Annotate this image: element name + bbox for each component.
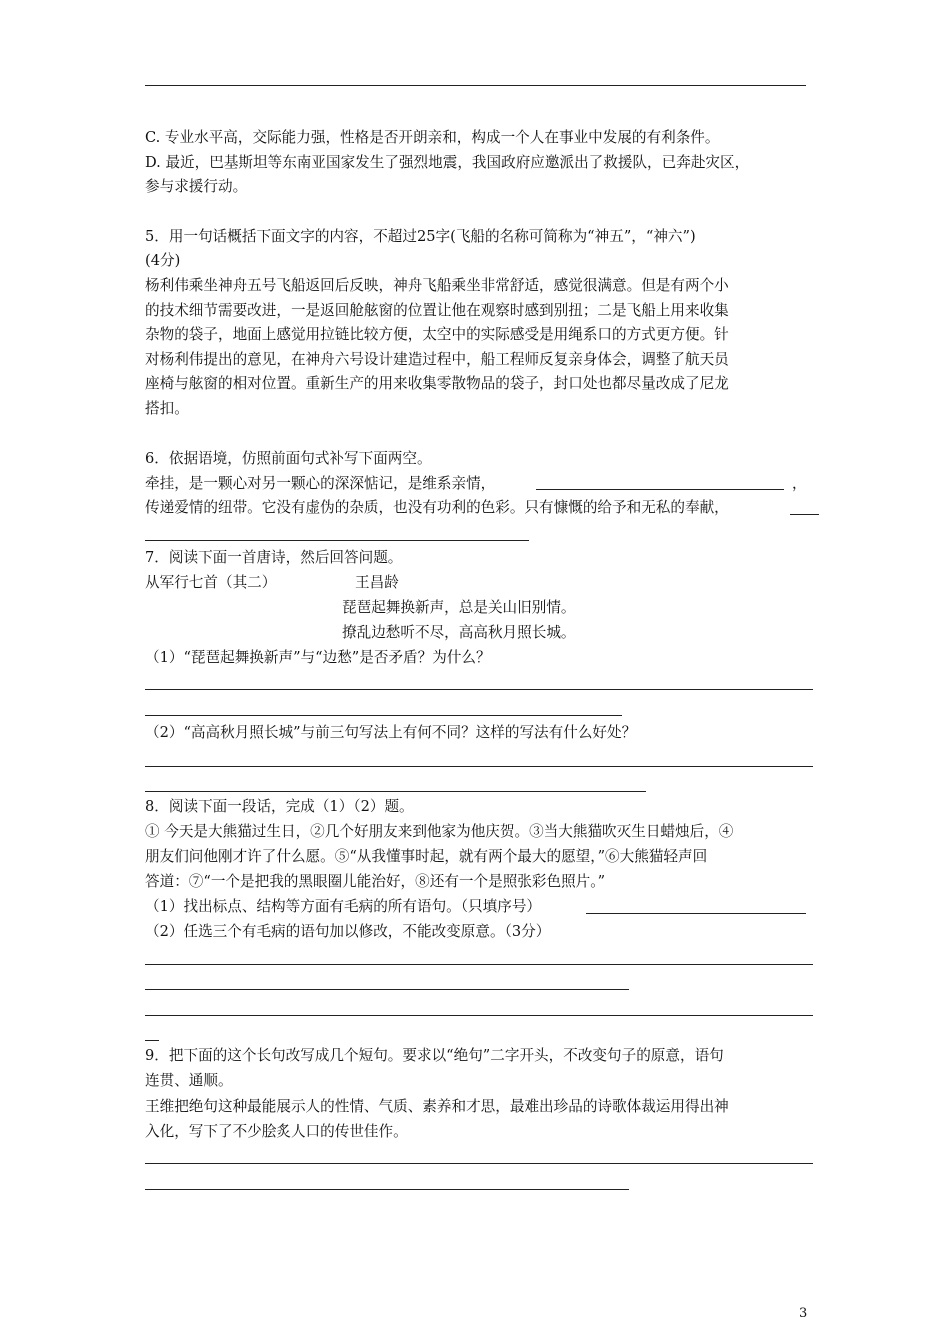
q8-text-line: 答道：⑦“一个是把我的黑眼圈儿能治好，⑧还有一个是照张彩色照片。”	[145, 873, 606, 890]
q7-sub1: （1）“琵琶起舞换新声”与“边愁”是否矛盾？为什么？	[145, 649, 491, 666]
answer-line[interactable]	[145, 1189, 629, 1190]
q5-text-line: 的技术细节需要改进，一是返回舱舷窗的位置让他在观察时感到别扭；二是飞船上用来收集	[145, 302, 729, 319]
page-number: 3	[799, 1306, 808, 1321]
answer-line[interactable]	[145, 791, 646, 792]
fill-blank-2-cont[interactable]	[145, 540, 529, 541]
poem-title: 从军行七首（其二）	[145, 574, 277, 591]
poem-line: 撩乱边愁听不尽，高高秋月照长城。	[342, 624, 576, 641]
answer-line[interactable]	[145, 689, 813, 690]
answer-line[interactable]	[145, 766, 813, 767]
answer-line[interactable]	[145, 964, 813, 965]
q8-text-line: ① 今天是大熊猫过生日，②几个好朋友来到他家为他庆贺。③当大熊猫吹灭生日蜡烛后，④	[145, 823, 734, 840]
fill-blank-q8[interactable]	[586, 913, 806, 914]
q6-comma: ，	[792, 475, 807, 492]
q5-text-line: 对杨利伟提出的意见，在神舟六号设计建造过程中，船工程师反复亲身体会，调整了航天员	[145, 351, 729, 368]
fill-blank-1[interactable]	[536, 489, 784, 490]
q9-prompt-cont: 连贯、通顺。	[145, 1072, 233, 1089]
q8-sub1: （1）找出标点、结构等方面有毛病的所有语句。（只填序号）	[145, 898, 542, 915]
poem-line: 琵琶起舞换新声，总是关山旧别情。	[342, 599, 576, 616]
q9-text-line: 王维把绝句这种最能展示人的性情、气质、素养和才思，最难出珍品的诗歌体裁运用得出神	[145, 1098, 729, 1115]
q5-text-line: 杨利伟乘坐神舟五号飞船返回后反映，神舟飞船乘坐非常舒适，感觉很满意。但是有两个小	[145, 277, 729, 294]
q7-prompt: 7．阅读下面一首唐诗，然后回答问题。	[145, 549, 403, 566]
answer-line[interactable]	[145, 989, 629, 990]
q9-prompt: 9．把下面的这个长句改写成几个短句。要求以“绝句”二字开头，不改变句子的原意，语句	[145, 1047, 724, 1064]
q5-text-line: 座椅与舷窗的相对位置。重新生产的用来收集零散物品的袋子，封口处也都尽量改成了尼龙	[145, 375, 729, 392]
q6-line1: 牵挂，是一颗心对另一颗心的深深惦记，是维系亲情，	[145, 475, 496, 492]
q8-prompt: 8．阅读下面一段话，完成（1）（2）题。	[145, 798, 414, 815]
option-c: C. 专业水平高，交际能力强，性格是否开朗亲和，构成一个人在事业中发展的有利条件。	[145, 129, 720, 146]
answer-line	[145, 85, 806, 86]
answer-line[interactable]	[145, 1040, 159, 1041]
q5-prompt: 5．用一句话概括下面文字的内容，不超过25字(飞船的名称可简称为“神五”，“神六”)	[145, 228, 696, 245]
q6-prompt: 6．依据语境，仿照前面句式补写下面两空。	[145, 450, 432, 467]
option-d-line2: 参与求援行动。	[145, 178, 248, 195]
answer-line[interactable]	[145, 1015, 813, 1016]
answer-line[interactable]	[145, 715, 622, 716]
q9-text-line: 入化，写下了不少脍炙人口的传世佳作。	[145, 1123, 408, 1140]
q8-sub2: （2）任选三个有毛病的语句加以修改，不能改变原意。（3分）	[145, 923, 551, 940]
q8-text-line: 朋友们问他刚才许了什么愿。⑤“从我懂事时起，就有两个最大的愿望，”⑥大熊猫轻声回	[145, 848, 708, 865]
q5-score: (4分)	[145, 252, 181, 269]
q6-line2: 传递爱情的纽带。它没有虚伪的杂质，也没有功利的色彩。只有慷慨的给予和无私的奉献，	[145, 499, 729, 516]
fill-blank-2[interactable]	[790, 514, 819, 515]
answer-line[interactable]	[145, 1163, 813, 1164]
poem-author: 王昌龄	[355, 574, 399, 591]
q5-text-line: 搭扣。	[145, 400, 189, 417]
q7-sub2: （2）“高高秋月照长城”与前三句写法上有何不同？这样的写法有什么好处？	[145, 724, 637, 741]
option-d-line1: D. 最近，巴基斯坦等东南亚国家发生了强烈地震，我国政府应邀派出了救援队，已奔赴灾区，	[145, 154, 750, 171]
q5-text-line: 杂物的袋子，地面上感觉用拉链比较方便，太空中的实际感受是用绳系口的方式更方便。针	[145, 326, 729, 343]
